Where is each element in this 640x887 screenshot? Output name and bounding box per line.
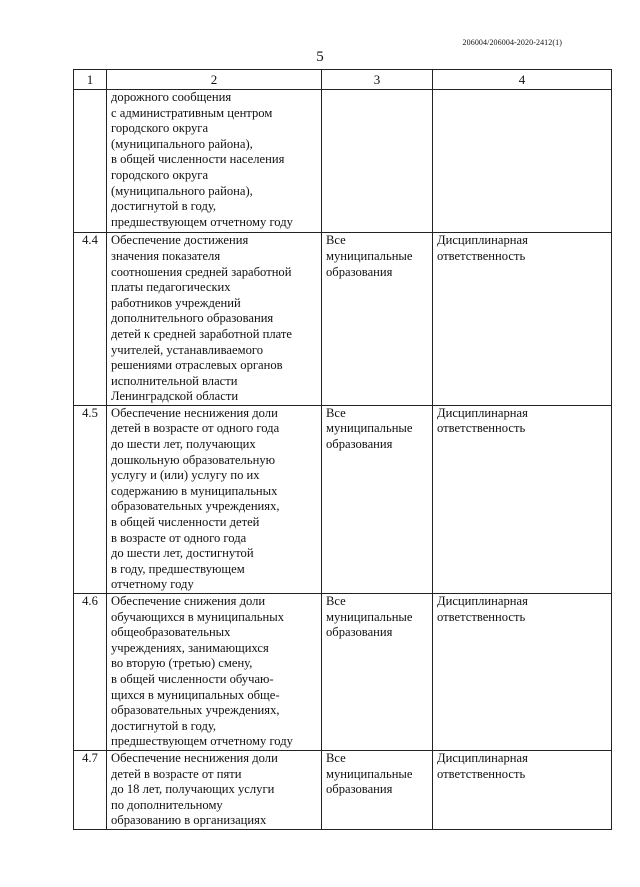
column-header-4: 4 [433, 70, 612, 90]
column-header-2: 2 [107, 70, 322, 90]
indicator-cell: дорожного сообщения с административным центром городского округа (муниципального района), в общей численности населения городского округа (муниципального района), достигнутой в году, предшествующем отчетному году [107, 90, 322, 233]
responsibility-cell: Дисциплинарная ответственность [433, 233, 612, 406]
table-header-row [74, 70, 612, 90]
row-number-cell: 4.7 [74, 750, 107, 829]
subjects-cell: Все муниципальные образования [322, 405, 433, 593]
column-header-3: 3 [322, 70, 433, 90]
document-id: 206004/206004-2020-2412(1) [462, 38, 562, 47]
table-row [74, 233, 612, 406]
table-row [74, 750, 612, 829]
row-number-cell: 4.4 [74, 233, 107, 406]
table-row-continuation [74, 90, 612, 233]
responsibility-cell [433, 90, 612, 233]
indicator-cell: Обеспечение снижения доли обучающихся в муниципальных общеобразовательных учреждениях, занимающихся во вторую (третью) смену, в общей численности обучаю- щихся в муниципальных обще- образовательных учреждениях, достигнутой в году, предшествующем отчетному году [107, 594, 322, 751]
measures-table [73, 69, 612, 830]
indicator-cell: Обеспечение неснижения доли детей в возрасте от одного года до шести лет, получающих дошкольную образовательную услугу и (или) услугу по их содержанию в муниципальных образовательных учреждениях, в общей численности детей в возрасте от одного года до шести лет, достигнутой в году, предшествующем отчетному году [107, 405, 322, 593]
subjects-cell: Все муниципальные образования [322, 233, 433, 406]
table-row [74, 594, 612, 751]
page-number: 5 [316, 49, 324, 65]
row-number-cell [74, 90, 107, 233]
indicator-cell: Обеспечение неснижения доли детей в возрасте от пяти до 18 лет, получающих услуги по дополнительному образованию в организациях [107, 750, 322, 829]
table-row [74, 405, 612, 593]
subjects-cell: Все муниципальные образования [322, 750, 433, 829]
responsibility-cell: Дисциплинарная ответственность [433, 594, 612, 751]
column-header-1: 1 [74, 70, 107, 90]
responsibility-cell: Дисциплинарная ответственность [433, 750, 612, 829]
subjects-cell [322, 90, 433, 233]
responsibility-cell: Дисциплинарная ответственность [433, 405, 612, 593]
indicator-cell: Обеспечение достижения значения показателя соотношения средней заработной платы педагогических работников учреждений дополнительного образования детей к средней заработной плате учителей, устанавливаемого решениями отраслевых органов исполнительной власти Ленинградской области [107, 233, 322, 406]
row-number-cell: 4.6 [74, 594, 107, 751]
row-number-cell: 4.5 [74, 405, 107, 593]
subjects-cell: Все муниципальные образования [322, 594, 433, 751]
